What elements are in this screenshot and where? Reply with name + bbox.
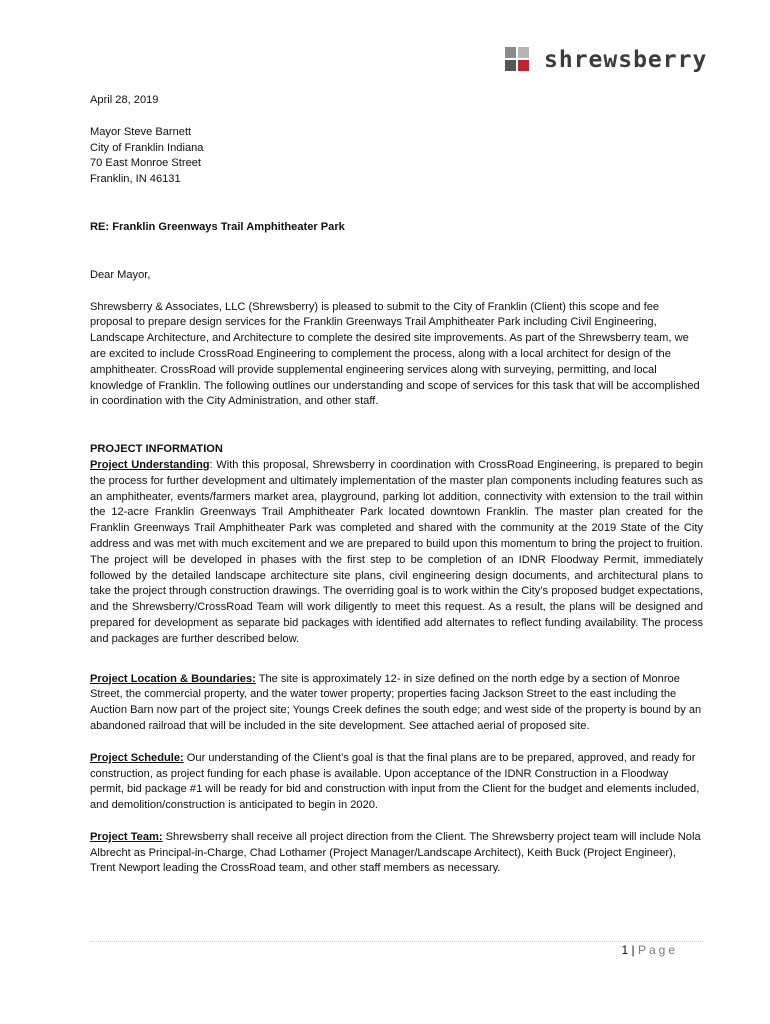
logo-square-dark (505, 60, 516, 71)
page-separator: | (631, 943, 635, 957)
salutation: Dear Mayor, (90, 268, 151, 281)
page-footer (621, 943, 678, 957)
logo-square-gray (505, 47, 516, 58)
understanding-text: : With this proposal, Shrewsberry in coordination with CrossRoad Engineering, is prepared to begin the process for further development and ultimately implementation of the master plan components including features such as an amphitheater, events/farmers market area, playground, parking lot addition, connectivity with extension to the trail within the 12-acre Franklin Greenways Trail Amphitheater Park located downtown Franklin. The master plan created for the Franklin Greenways Trail Amphitheater Park was completed and shared with the community at the 2019 State of the City address and was met with much excitement and we are prepared to build upon this momentum to bring the project to fruition. The project will be developed in phases with the first step to be completion of an IDNR Floodway Permit, immediately followed by the detailed landscape architecture site plans, civil engineering design documents, and architectural plans to take the project through construction drawings. The overriding goal is to work within the City’s proposed budget expectations, and the Shrewsberry/CrossRoad Team will work diligently to meet this request. As a result, the plans will be designed and prepared for development as separate bid packages with identified add alternates to reflect funding availability. The process and packages are further described below. (90, 458, 703, 645)
recipient-name: Mayor Steve Barnett (90, 125, 192, 138)
recipient-city: Franklin, IN 46131 (90, 173, 181, 186)
location-paragraph (90, 672, 703, 735)
page-label: Page (637, 943, 678, 957)
schedule-paragraph (90, 751, 703, 814)
location-text: The site is approximately 12- in size defined on the north edge by a section of Monroe Street, the commercial property, and the water tower property; properties facing Jackson Street to the east including the Auction Barn now part of the project site; Youngs Creek defines the south edge; and west side of the property is bound by an abandoned railroad that will be included in the site development. See attached aerial of proposed site. (90, 672, 702, 732)
location-label: Project Location & Boundaries: (90, 672, 256, 685)
letter-body (90, 93, 703, 877)
intro-paragraph: Shrewsberry & Associates, LLC (Shrewsberry) is pleased to submit to the City of Franklin (Client) this scope and fee proposal to prepare design services for the Franklin Greenways Trail Amphitheater Park including Civil Engineering, Landscape Architecture, and Architecture to complete the desired site improvements. As part of the Shrewsberry team, we are excited to include CrossRoad Engineering to complement the process, along with a local architect for design of the amphitheater. CrossRoad will provide supplemental engineering services along with surveying, permitting, and local knowledge of Franklin. The following outlines our understanding and scope of services for this task that will be accomplished in coordination with the City Administration, and other staff. (90, 300, 700, 408)
logo-wordmark: shrewsberry (544, 47, 708, 73)
recipient-street: 70 East Monroe Street (90, 157, 201, 170)
re-line: RE: Franklin Greenways Trail Amphitheater Park (90, 220, 345, 233)
logo-square-light (518, 47, 529, 58)
logo-square-red (518, 60, 529, 71)
page-number: 1 (621, 943, 629, 957)
schedule-label: Project Schedule: (90, 751, 184, 764)
company-logo (505, 44, 707, 76)
letter-date: April 28, 2019 (90, 94, 159, 106)
schedule-text: Our understanding of the Client’s goal is that the final plans are to be prepared, approved, and ready for construction, as project funding for each phase is available. Upon acceptance of the IDNR Construction in a Floodway permit, bid package #1 will be ready for bid and construction with input from the Client for the budget and elements included, and demolition/construction is anticipated to begin in 2020. (90, 751, 700, 812)
footer-divider (90, 941, 703, 942)
recipient-org: City of Franklin Indiana (90, 141, 204, 154)
logo-squares-icon (505, 47, 535, 73)
team-paragraph (90, 830, 703, 877)
team-label: Project Team: (90, 830, 163, 843)
team-text: Shrewsberry shall receive all project direction from the Client. The Shrewsberry project team will include Nola Albrecht as Principal-in-Charge, Chad Lothamer (Project Manager/Landscape Architect), Keith Buck (Project Engineer), Trent Newport leading the CrossRoad team, and other staff members as necessary. (90, 830, 701, 875)
understanding-label: Project Understanding (90, 458, 210, 471)
section-title: PROJECT INFORMATION (90, 443, 223, 456)
understanding-paragraph (90, 458, 703, 648)
recipient-address (90, 125, 703, 188)
